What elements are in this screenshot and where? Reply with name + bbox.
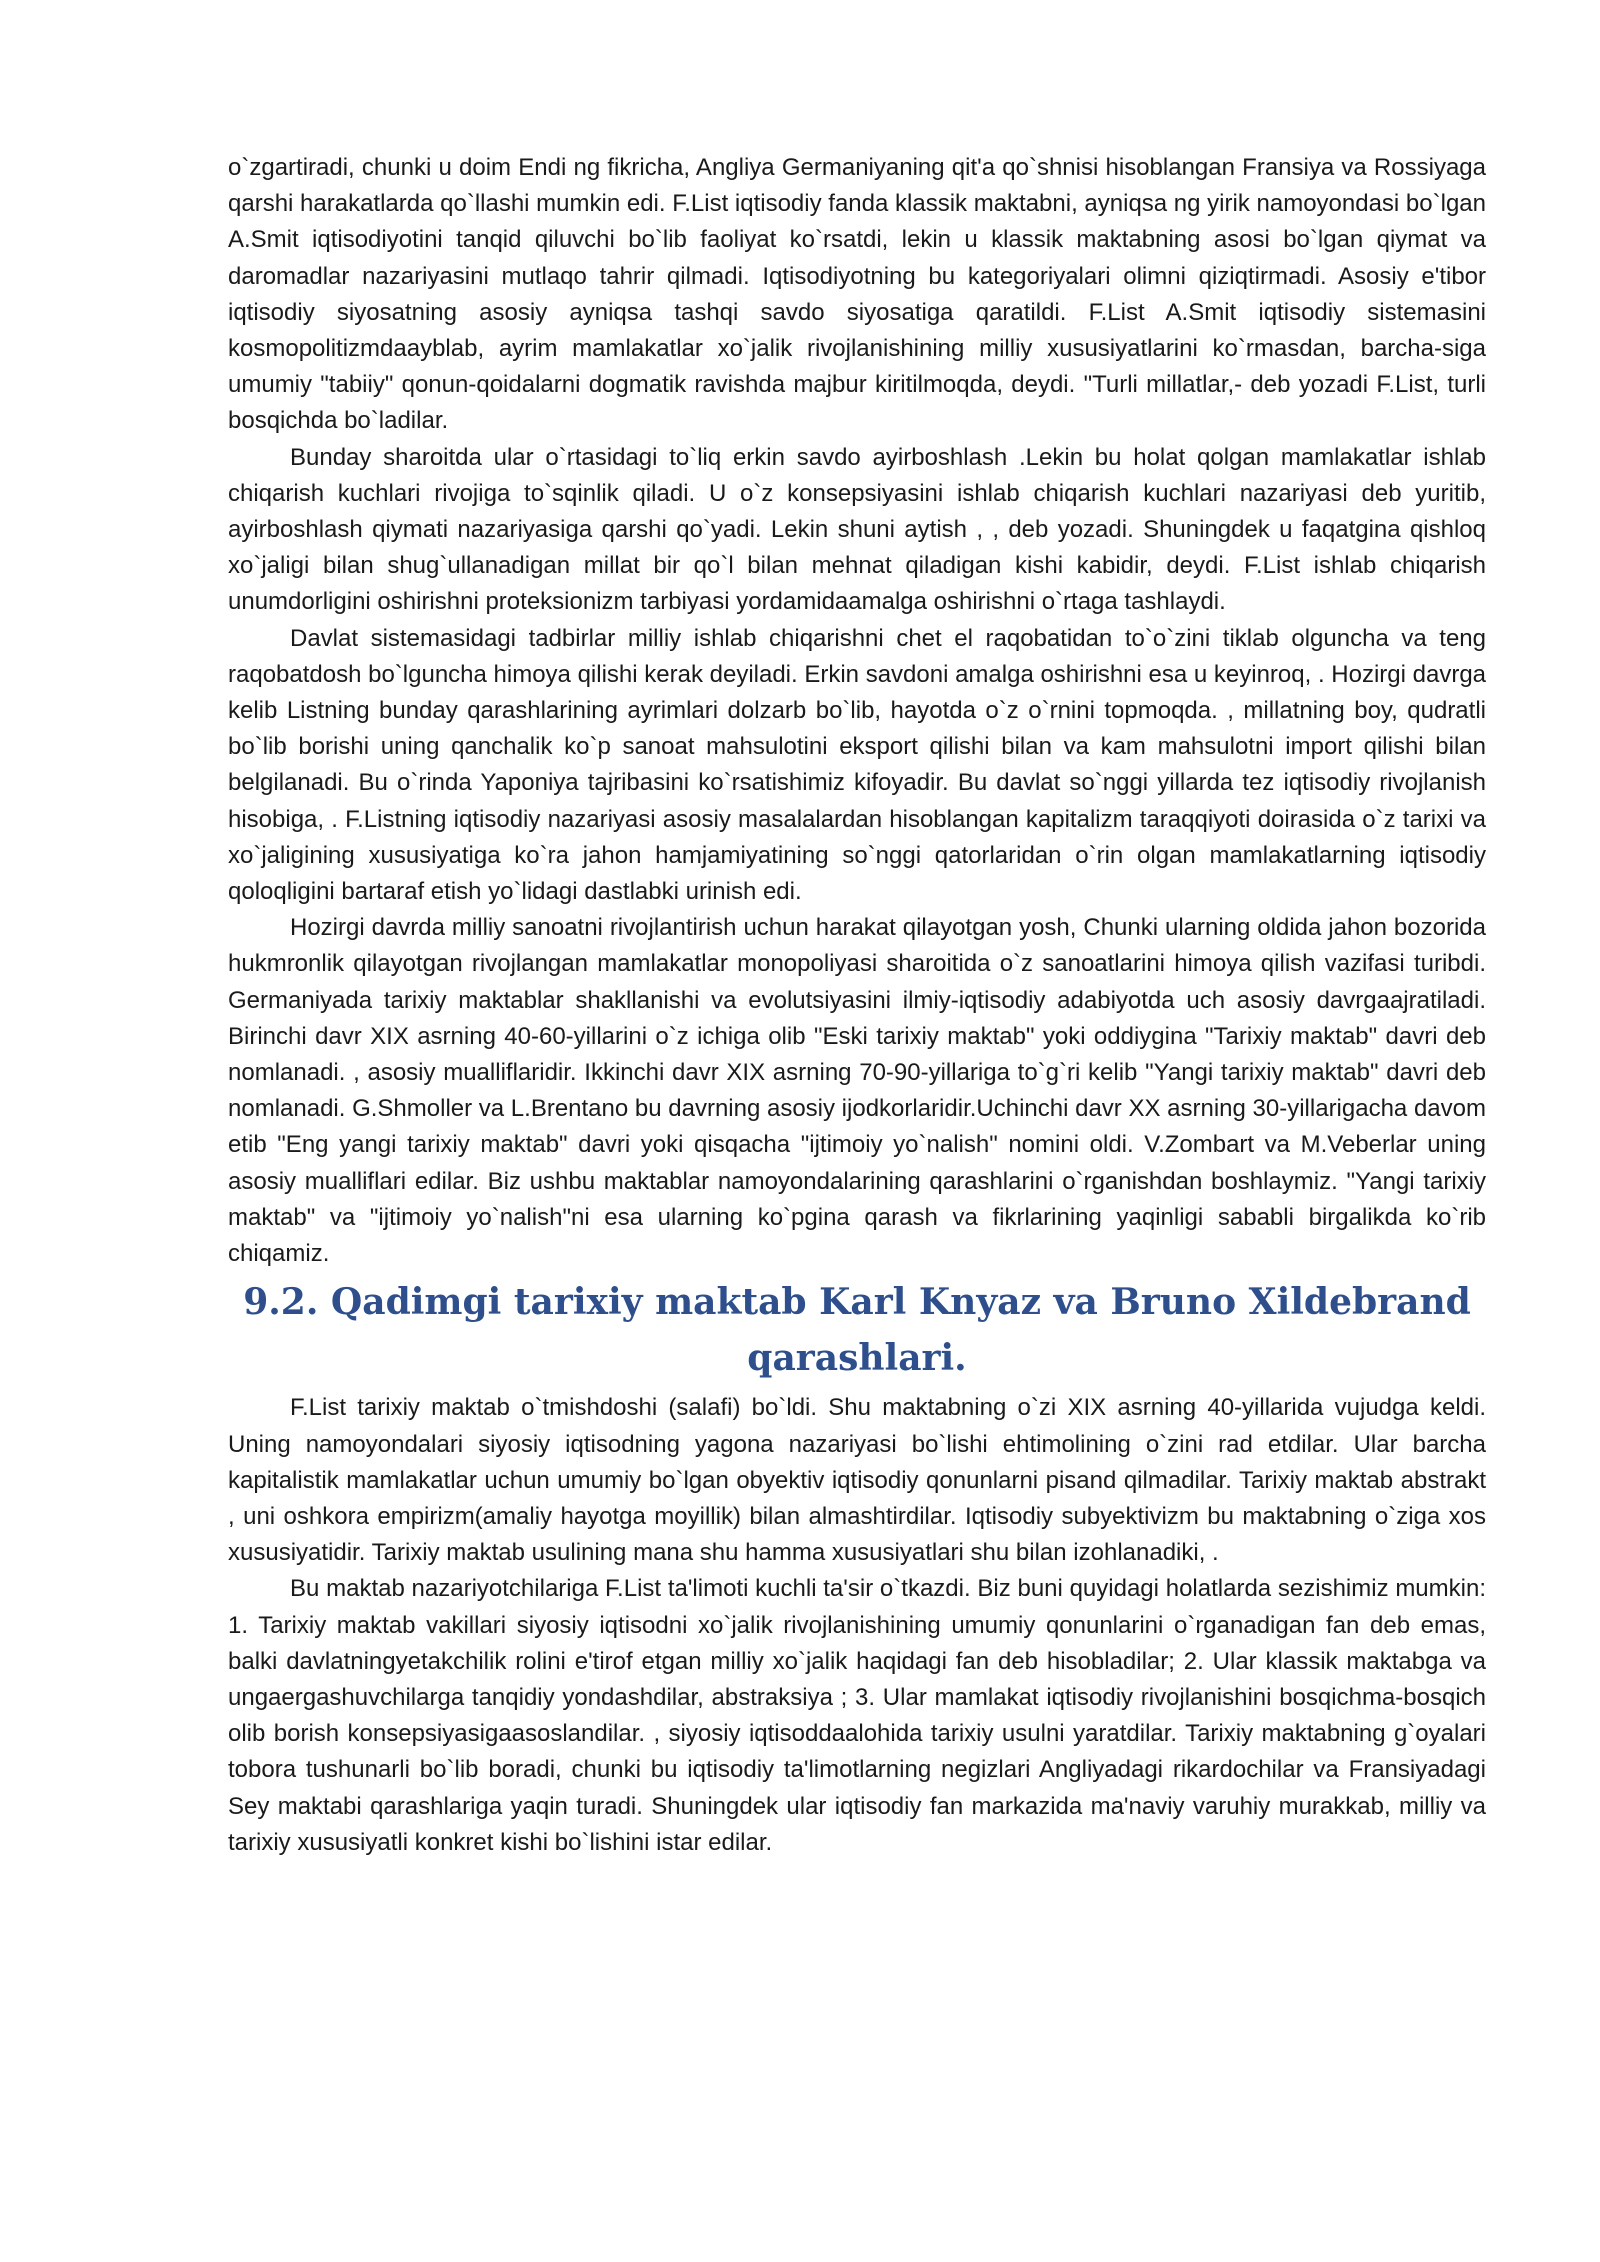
paragraph: Bunday sharoitda ular o`rtasidagi to`liq erkin savdo ayirboshlash .Lekin bu holat qolgan mamlakatlar ishlab chiqarish kuchlari rivojiga to`sqinlik qiladi. U o`z konsepsiyasini ishlab chiqarish kuchlari nazariyasi deb yuritib, ayirboshlash qiymati nazariyasiga qarshi qo`yadi. Lekin shuni aytish , , deb yozadi. Shuningdek u faqatgina qishloq xo`jaligi bilan shug`ullanadigan millat bir qo`l bilan mehnat qiladigan kishi kabidir, deydi. F.List ishlab chiqarish unumdorligini oshirishni proteksionizm tarbiyasi yordamidaamalga oshirishni o`rtaga tashlaydi. <box>228 443 1486 616</box>
section-heading: 9.2. Qadimgi tarixiy maktab Karl Knyaz va Bruno Xildebrand qarashlari. <box>243 1281 1471 1380</box>
paragraph-continuation: o`zgartiradi, chunki u doim Endi ng fikricha, Angliya Germaniyaning qit'a qo`shnisi hisoblangan Fransiya va Rossiyaga qarshi harakatlarda qo`llashi mumkin edi. F.List iqtisodiy fanda klassik maktabni, ayniqsa ng yirik namoyondasi bo`lgan A.Smit iqtisodiyotini tanqid qiluvchi bo`lib faoliyat ko`rsatdi, lekin u klassik maktabning asosi bo`lgan qiymat va daromadlar nazariyasini mutlaqo tahrir qilmadi. Iqtisodiyotning bu kategoriyalari olimni qiziqtirmadi. Asosiy e'tibor iqtisodiy siyosatning asosiy ayniqsa tashqi savdo siyosatiga qaratildi. F.List A.Smit iqtisodiy sistemasini kosmopolitizmdaayblab, ayrim mamlakatlar xo`jalik rivojlanishining milliy xususiyatlarini ko`rmasdan, barcha-siga umumiy "tabiiy" qonun-qoidalarni dogmatik ravishda majbur kiritilmoqda, deydi. "Turli millatlar,- deb yozadi F.List, turli bosqichda bo`ladilar. <box>228 154 1486 435</box>
document-page <box>228 150 1486 1861</box>
paragraph: Davlat sistemasidagi tadbirlar milliy ishlab chiqarishni chet el raqobatidan to`o`zini tiklab olguncha va teng raqobatdosh bo`lguncha himoya qilishi kerak deyiladi. Erkin savdoni amalga oshirishni esa u keyinroq, . Hozirgi davrga kelib Listning bunday qarashlarining ayrimlari dolzarb bo`lib, hayotda o`z o`rnini topmoqda. , millatning boy, qudratli bo`lib borishi uning qanchalik ko`p sanoat mahsulotini eksport qilishi bilan va kam mahsulotni import qilishi bilan belgilanadi. Bu o`rinda Yaponiya tajribasini ko`rsatishimiz kifoyadir. Bu davlat so`nggi yillarda tez iqtisodiy rivojlanish hisobiga, . F.Listning iqtisodiy nazariyasi asosiy masalalardan hisoblangan kapitalizm taraqqiyoti doirasida o`z tarixi va xo`jaligining xususiyatiga ko`ra jahon hamjamiyatining so`nggi qatorlaridan o`rin olgan mamlakatlarning iqtisodiy qoloqligini bartaraf etish yo`lidagi dastlabki urinish edi. <box>228 624 1487 906</box>
paragraph: Bu maktab nazariyotchilariga F.List ta'limoti kuchli ta'sir o`tkazdi. Biz buni quyidagi holatlarda sezishimiz mumkin: 1. Tarixiy maktab vakillari siyosiy iqtisodni xo`jalik rivojlanishining umumiy qonunlarini o`rganadigan fan deb emas, balki davlatningyetakchilik rolini e'tirof etgan milliy xo`jalik haqidagi fan deb hisobladilar; 2. Ular klassik maktabga va ungaergashuvchilarga tanqidiy yondashdilar, abstraksiya ; 3. Ular mamlakat iqtisodiy rivojlanishini bosqichma-bosqich olib borish konsepsiyasigaasoslandilar. , siyosiy iqtisoddaalohida tarixiy usulni yaratdilar. Tarixiy maktabning g`oyalari tobora tushunarli bo`lib boradi, chunki bu iqtisodiy ta'limotlarning negizlari Angliyadagi rikardochilar va Fransiyadagi Sey maktabi qarashlariga yaqin turadi. Shuningdek ular iqtisodiy fan markazida ma'naviy varuhiy murakkab, milliy va tarixiy xususiyatli konkret kishi bo`lishini istar edilar. <box>228 1575 1486 1856</box>
paragraph: Hozirgi davrda milliy sanoatni rivojlantirish uchun harakat qilayotgan yosh, Chunki ularning oldida jahon bozorida hukmronlik qilayotgan rivojlangan mamlakatlar monopoliyasi sharoitida o`z sanoatlarini himoya qilish vazifasi turibdi. Germaniyada tarixiy maktablar shakllanishi va evolutsiyasini ilmiy-iqtisodiy adabiyotda uch asosiy davrgaajratiladi. Birinchi davr XIX asrning 40-60-yillarini o`z ichiga olib "Eski tarixiy maktab" yoki oddiygina "Tarixiy maktab" davri deb nomlanadi. , asosiy mualliflaridir. Ikkinchi davr XIX asrning 70-90-yillariga to`g`ri kelib "Yangi tarixiy maktab" davri deb nomlanadi. G.Shmoller va L.Brentano bu davrning asosiy ijodkorlaridir.Uchinchi davr XX asrning 30-yillarigacha davom etib "Eng yangi tarixiy maktab" davri yoki qisqacha "ijtimoiy yo`nalish" nomini oldi. V.Zombart va M.Veberlar uning asosiy mualliflari edilar. Biz ushbu maktablar namoyondalarining qarashlarini o`rganishdan boshlaymiz. "Yangi tarixiy maktab" va "ijtimoiy yo`nalish"ni esa ularning ko`pgina qarash va fikrlarining yaqinligi sababli birgalikda ko`rib chiqamiz. <box>228 914 1486 1268</box>
paragraph: F.List tarixiy maktab o`tmishdoshi (salafi) bo`ldi. Shu maktabning o`zi XIX asrning 40-yillarida vujudga keldi. Uning namoyondalari siyosiy iqtisodning yagona nazariyasi bo`lishi ehtimolining o`zini rad etdilar. Ular barcha kapitalistik mamlakatlar uchun umumiy bo`lgan obyektiv iqtisodiy qonunlarni pisand qilmadilar. Tarixiy maktab abstrakt , uni oshkora empirizm(amaliy hayotga moyillik) bilan almashtirdilar. Iqtisodiy subyektivizm bu maktabning o`ziga xos xususiyatidir. Tarixiy maktab usulining mana shu hamma xususiyatlari shu bilan izohlanadiki, . <box>228 1394 1486 1567</box>
